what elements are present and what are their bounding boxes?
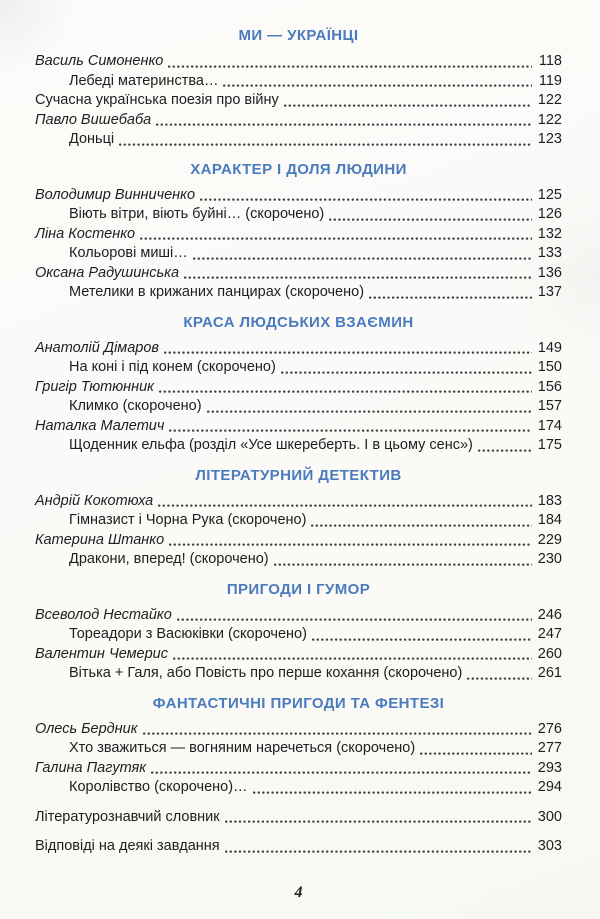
- entry-page-number: 157: [537, 398, 562, 414]
- section-title: МИ — УКРАЇНЦІ: [238, 27, 359, 44]
- toc-entry: [35, 436, 562, 456]
- entry-title: Дракони, вперед! (скорочено): [69, 551, 269, 567]
- section-entries: [35, 52, 562, 150]
- entry-page-number: 183: [537, 492, 562, 509]
- entry-title: Королівство (скорочено)…: [69, 779, 248, 795]
- entry-title: Доньці: [69, 131, 115, 147]
- toc-entry: [35, 378, 562, 398]
- dot-leader: [168, 64, 532, 69]
- toc-sections: [35, 27, 562, 798]
- toc-entry: [35, 264, 562, 284]
- entry-title: Віють вітри, віють буйні… (скорочено): [69, 206, 325, 222]
- toc-entry: [35, 225, 562, 245]
- toc-entry: [35, 664, 562, 684]
- entry-page-number: 247: [537, 626, 562, 642]
- entry-page-number: 137: [537, 284, 562, 300]
- entry-title: Олесь Бердник: [35, 720, 138, 737]
- section-title: ПРИГОДИ І ГУМОР: [226, 580, 371, 598]
- entry-title: Оксана Радушинська: [35, 264, 180, 281]
- entry-page-number: 126: [537, 206, 562, 222]
- dot-leader: [193, 256, 532, 261]
- toc-entry: [35, 808, 562, 828]
- dot-leader: [253, 790, 532, 795]
- entry-page-number: 300: [537, 808, 562, 825]
- entry-title: На коні і під конем (скорочено): [69, 359, 276, 375]
- toc-entry: [35, 720, 562, 740]
- page-number: 4: [294, 883, 303, 901]
- section-entries: [35, 492, 562, 570]
- dot-leader: [223, 83, 532, 88]
- dot-leader: [284, 103, 532, 108]
- toc-entry: [35, 339, 562, 359]
- dot-leader: [281, 370, 532, 375]
- toc-entry: [35, 283, 562, 303]
- entry-page-number: 303: [537, 838, 562, 854]
- toc-section: [35, 161, 562, 303]
- entry-title: Гімназист і Чорна Рука (скорочено): [69, 512, 307, 528]
- entry-title: Метелики в крижаних панцирах (скорочено): [69, 284, 365, 300]
- dot-leader: [140, 236, 532, 241]
- entry-page-number: 119: [538, 72, 562, 89]
- entry-title: Хто зважиться — вогняним наречеться (скорочено): [69, 740, 416, 756]
- entry-page-number: 246: [537, 606, 562, 623]
- entry-page-number: 230: [537, 551, 562, 567]
- entry-page-number: 277: [537, 740, 562, 756]
- entry-title: Літературознавчий словник: [35, 808, 220, 825]
- entry-title: Катерина Штанко: [35, 531, 165, 548]
- dot-leader: [173, 656, 532, 661]
- entry-title: Василь Симоненко: [35, 53, 164, 69]
- entry-page-number: 294: [537, 779, 562, 795]
- entry-title: Лебеді материнства…: [69, 72, 219, 89]
- section-title: КРАСА ЛЮДСЬКИХ ВЗАЄМИН: [183, 313, 414, 331]
- entry-page-number: 293: [537, 759, 562, 776]
- toc-entry: [35, 358, 562, 378]
- dot-leader: [151, 770, 532, 775]
- section-entries: [35, 720, 562, 798]
- toc-entry: [35, 511, 562, 531]
- dot-leader: [329, 217, 532, 222]
- dot-leader: [420, 751, 532, 756]
- dot-leader: [119, 142, 532, 147]
- toc-entry: [35, 759, 562, 779]
- section-entries: [35, 339, 562, 456]
- toc-entry: [35, 186, 562, 206]
- dot-leader: [225, 849, 532, 854]
- dot-leader: [156, 122, 532, 127]
- entry-page-number: 118: [538, 53, 562, 69]
- toc-entry: [35, 205, 562, 225]
- toc-back-matter: [35, 808, 562, 857]
- toc-entry: [35, 739, 562, 759]
- entry-title: Володимир Винниченко: [35, 186, 196, 203]
- toc-entry: [35, 625, 562, 645]
- entry-title: Галина Пагутяк: [35, 759, 147, 776]
- entry-page-number: 156: [537, 378, 562, 395]
- page-footer: [35, 884, 562, 902]
- entry-title: Валентин Чемерис: [35, 645, 168, 662]
- dot-leader: [169, 428, 532, 433]
- entry-title: Ліна Костенко: [35, 225, 136, 242]
- toc-entry: [35, 606, 562, 626]
- dot-leader: [467, 676, 532, 681]
- section-entries: [35, 606, 562, 684]
- section-title: ХАРАКТЕР І ДОЛЯ ЛЮДИНИ: [190, 160, 407, 178]
- dot-leader: [169, 542, 532, 547]
- entry-title: Наталка Малетич: [35, 417, 165, 434]
- entry-page-number: 261: [537, 665, 562, 681]
- entry-title: Григір Тютюнник: [35, 378, 154, 395]
- dot-leader: [369, 295, 532, 300]
- entry-page-number: 132: [537, 225, 562, 242]
- dot-leader: [184, 275, 532, 280]
- toc-entry: [35, 417, 562, 437]
- entry-page-number: 184: [537, 512, 562, 528]
- dot-leader: [164, 350, 532, 355]
- entry-title: Щоденник ельфа (розділ «Усе шкереберть. І в цьому сенс»): [69, 437, 473, 453]
- dot-leader: [177, 617, 532, 622]
- entry-page-number: 136: [537, 264, 562, 281]
- entry-title: Андрій Кокотюха: [35, 492, 154, 509]
- toc-entry: [35, 111, 562, 131]
- section-title: ФАНТАСТИЧНІ ПРИГОДИ ТА ФЕНТЕЗІ: [152, 694, 445, 712]
- entry-page-number: 150: [537, 359, 562, 375]
- toc-entry: [35, 492, 562, 512]
- entry-page-number: 260: [537, 645, 562, 662]
- toc-entry: [35, 397, 562, 417]
- section-title: ЛІТЕРАТУРНИЙ ДЕТЕКТИВ: [195, 466, 402, 484]
- entry-title: Вітька + Галя, або Повість про перше кохання (скорочено): [69, 665, 463, 681]
- entry-title: Тореадори з Васюківки (скорочено): [69, 626, 307, 642]
- dot-leader: [274, 562, 532, 567]
- dot-leader: [207, 409, 532, 414]
- toc-section: [35, 314, 562, 456]
- entry-title: Павло Вишебаба: [35, 111, 152, 128]
- entry-title: Відповіді на деякі завдання: [35, 838, 220, 854]
- toc-entry: [35, 645, 562, 665]
- toc-entry: [35, 531, 562, 551]
- dot-leader: [311, 523, 532, 528]
- dot-leader: [225, 819, 532, 824]
- dot-leader: [478, 448, 532, 453]
- dot-leader: [143, 731, 532, 736]
- toc-section: [35, 27, 562, 150]
- toc-entry: [35, 91, 562, 111]
- entry-page-number: 123: [537, 131, 562, 147]
- entry-title: Всеволод Нестайко: [35, 606, 172, 623]
- toc-entry: [35, 52, 562, 72]
- toc-section: [35, 581, 562, 684]
- toc-section: [35, 695, 562, 798]
- toc-entry: [35, 244, 562, 264]
- entry-title: Климко (скорочено): [69, 398, 202, 414]
- dot-leader: [158, 503, 532, 508]
- toc-entry: [35, 72, 562, 92]
- entry-page-number: 276: [537, 720, 562, 737]
- dot-leader: [200, 197, 532, 202]
- toc-entry: [35, 778, 562, 798]
- entry-page-number: 229: [537, 531, 562, 548]
- toc-entry: [35, 837, 562, 857]
- entry-page-number: 175: [537, 437, 562, 453]
- toc-entry: [35, 550, 562, 570]
- entry-title: Сучасна українська поезія про війну: [35, 92, 279, 108]
- toc-entry: [35, 130, 562, 150]
- entry-page-number: 133: [537, 245, 562, 261]
- entry-page-number: 122: [537, 92, 562, 108]
- section-entries: [35, 186, 562, 303]
- dot-leader: [159, 389, 532, 394]
- entry-page-number: 122: [537, 111, 562, 128]
- entry-page-number: 149: [537, 339, 562, 356]
- entry-page-number: 174: [537, 417, 562, 434]
- entry-title: Анатолій Дімаров: [35, 339, 160, 356]
- entry-title: Кольорові миші…: [69, 245, 188, 261]
- dot-leader: [312, 637, 532, 642]
- toc-section: [35, 467, 562, 570]
- entry-page-number: 125: [537, 186, 562, 203]
